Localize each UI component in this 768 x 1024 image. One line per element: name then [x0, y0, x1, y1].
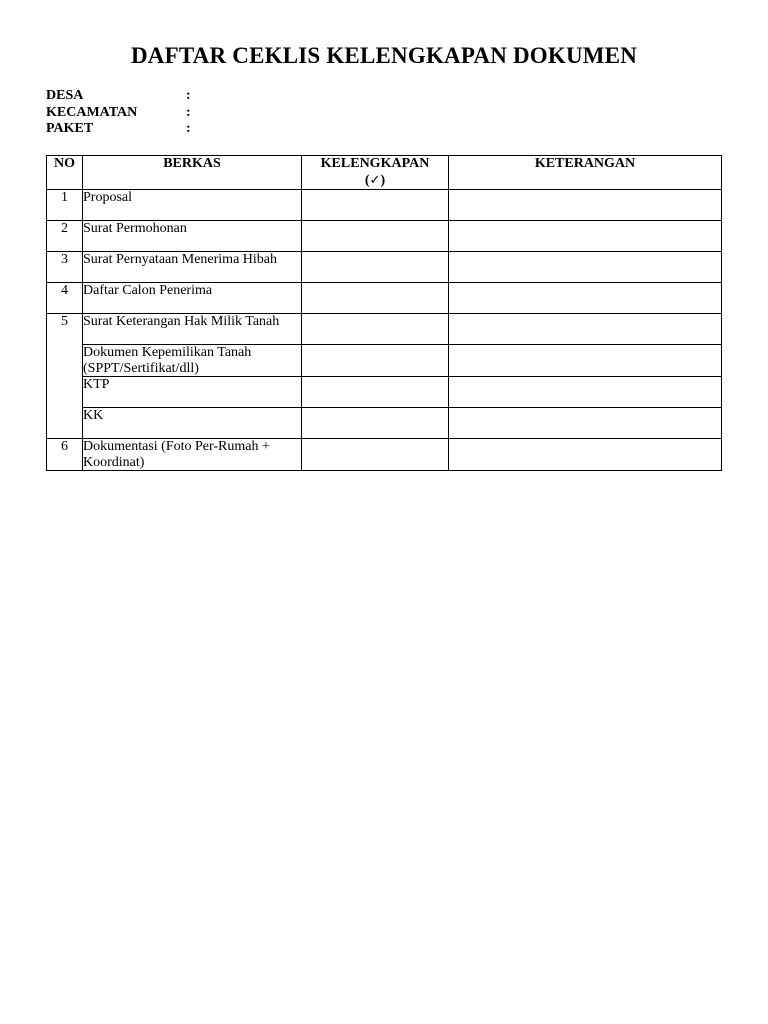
- header-kelengkapan-mark: [302, 172, 448, 189]
- keterangan-cell: [449, 408, 722, 439]
- meta-label-paket: PAKET: [46, 121, 94, 136]
- keterangan-cell: [449, 221, 722, 252]
- document-meta: [46, 88, 196, 138]
- meta-colon: :: [186, 88, 191, 103]
- row-number: 1: [47, 190, 83, 221]
- berkas-cell: Dokumentasi (Foto Per-Rumah + Koordinat): [83, 439, 302, 471]
- close-paren: ): [380, 173, 386, 188]
- berkas-cell: Dokumen Kepemilikan Tanah (SPPT/Sertifikat/dll): [83, 345, 302, 377]
- berkas-cell: Proposal: [83, 190, 302, 221]
- meta-label-kecamatan: KECAMATAN: [46, 104, 138, 120]
- row-number: 6: [47, 439, 83, 471]
- berkas-cell: KK: [83, 408, 302, 439]
- table-row: [47, 283, 722, 314]
- row-number: 5: [47, 314, 83, 439]
- keterangan-cell: [449, 283, 722, 314]
- table-row: [47, 190, 722, 221]
- header-berkas: BERKAS: [83, 156, 302, 190]
- kelengkapan-cell: [302, 221, 449, 252]
- kelengkapan-cell: [302, 314, 449, 345]
- table-row: [47, 408, 722, 439]
- kelengkapan-cell: [302, 439, 449, 471]
- header-kelengkapan-label: KELENGKAPAN: [320, 156, 430, 171]
- checklist-table: [46, 155, 722, 471]
- kelengkapan-cell: [302, 377, 449, 408]
- header-kelengkapan: [302, 156, 449, 190]
- meta-row-paket: [46, 121, 196, 138]
- row-number: 4: [47, 283, 83, 314]
- kelengkapan-cell: [302, 345, 449, 377]
- table-row: [47, 377, 722, 408]
- berkas-cell: Surat Permohonan: [83, 221, 302, 252]
- berkas-cell: Surat Keterangan Hak Milik Tanah: [83, 314, 302, 345]
- table-row: [47, 314, 722, 345]
- table-row: [47, 221, 722, 252]
- meta-row-desa: [46, 88, 196, 105]
- kelengkapan-cell: [302, 190, 449, 221]
- keterangan-cell: [449, 190, 722, 221]
- header-no: NO: [47, 156, 83, 190]
- table-row: [47, 345, 722, 377]
- document-title: DAFTAR CEKLIS KELENGKAPAN DOKUMEN: [130, 43, 638, 68]
- keterangan-cell: [449, 439, 722, 471]
- kelengkapan-cell: [302, 283, 449, 314]
- berkas-cell: Surat Pernyataan Menerima Hibah: [83, 252, 302, 283]
- meta-colon: :: [186, 104, 191, 120]
- table-row: [47, 252, 722, 283]
- table-header-row: [47, 156, 722, 190]
- berkas-cell: Daftar Calon Penerima: [83, 283, 302, 314]
- kelengkapan-cell: [302, 408, 449, 439]
- berkas-cell: KTP: [83, 377, 302, 408]
- row-number: 3: [47, 252, 83, 283]
- open-paren: (: [364, 173, 370, 188]
- keterangan-cell: [449, 252, 722, 283]
- keterangan-cell: [449, 345, 722, 377]
- keterangan-cell: [449, 314, 722, 345]
- keterangan-cell: [449, 377, 722, 408]
- kelengkapan-cell: [302, 252, 449, 283]
- meta-colon: :: [186, 121, 191, 136]
- table-row: [47, 439, 722, 471]
- checkmark-icon: ✓: [369, 172, 381, 187]
- meta-label-desa: DESA: [46, 88, 84, 103]
- row-number: 2: [47, 221, 83, 252]
- header-keterangan: KETERANGAN: [449, 156, 722, 190]
- meta-row-kecamatan: [46, 105, 196, 122]
